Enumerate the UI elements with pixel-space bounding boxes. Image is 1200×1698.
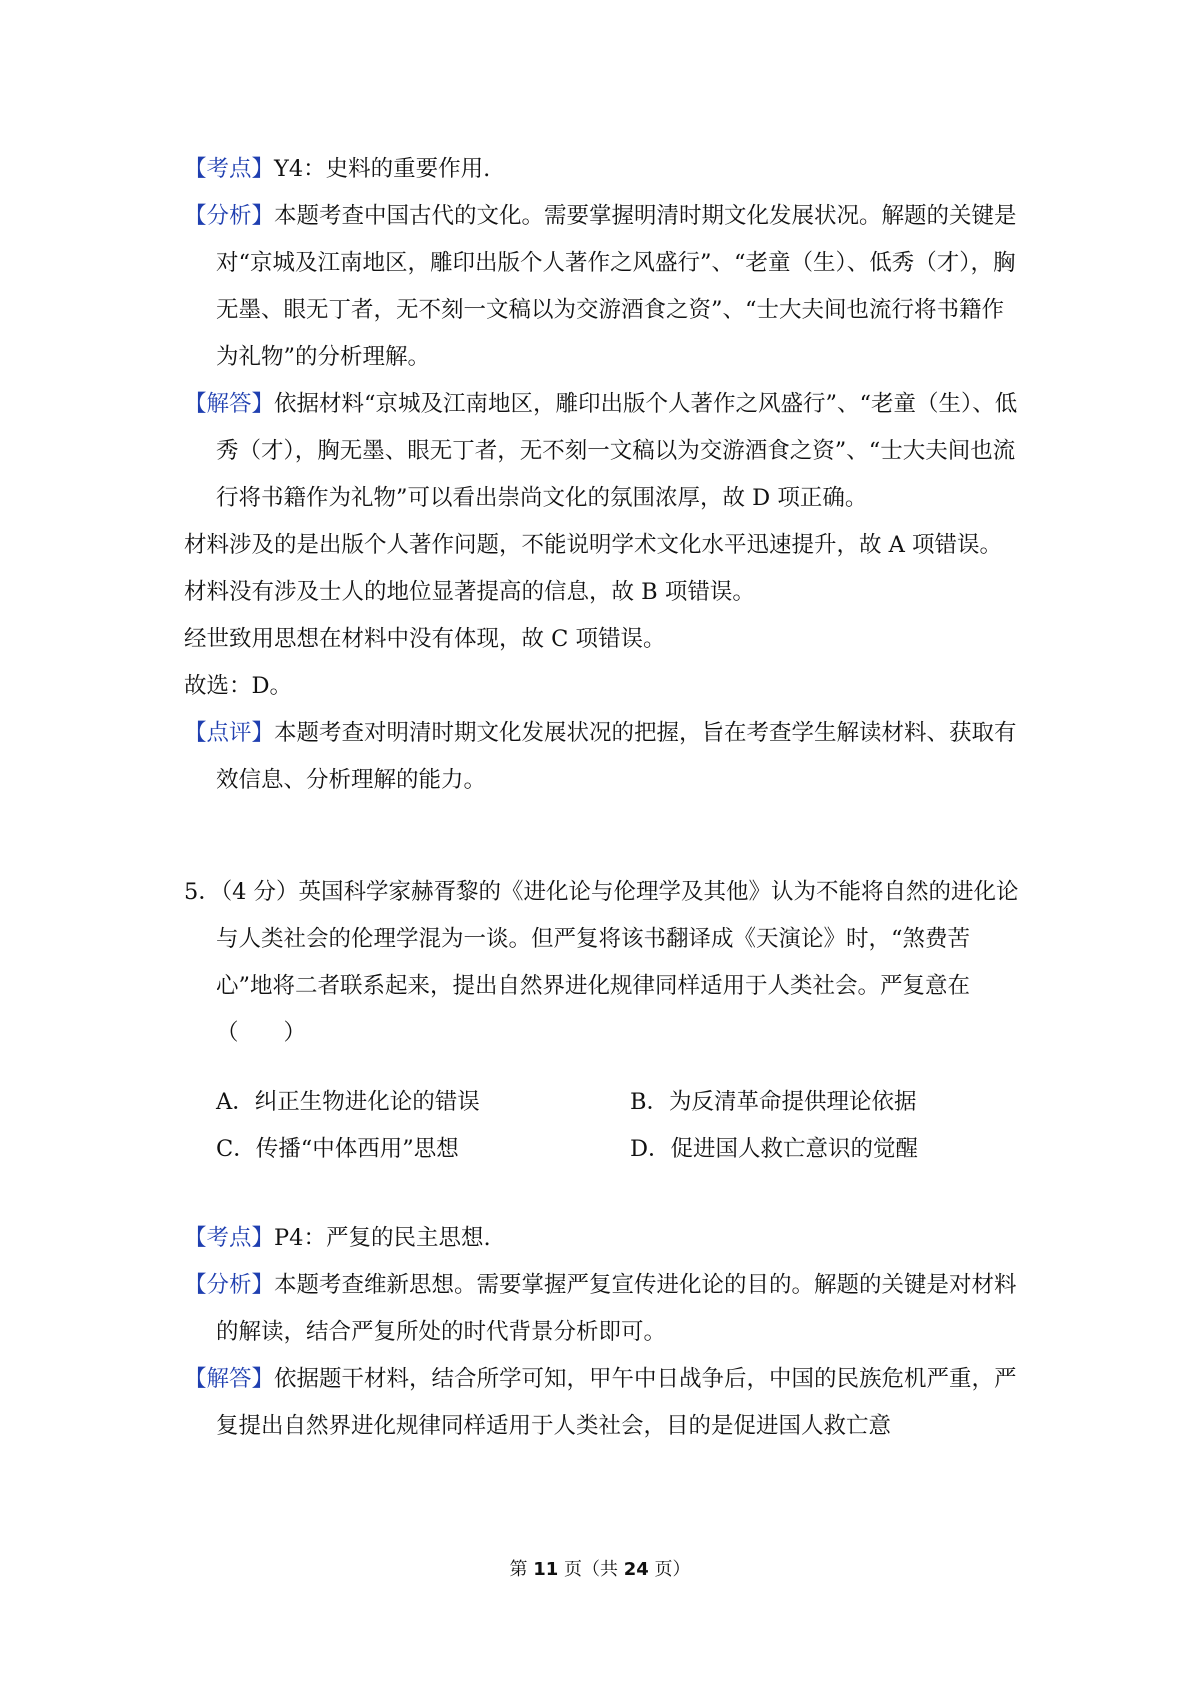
jieda-paragraph (184, 381, 1024, 522)
page-footer (0, 1555, 1200, 1581)
option-a: A．纠正生物进化论的错误 (216, 1089, 480, 1115)
jieda-label: 【解答】 (184, 391, 275, 417)
fenxi-paragraph (184, 193, 1024, 381)
dianping-label: 【点评】 (184, 720, 275, 746)
kaodian-label-2: 【考点】 (184, 1225, 275, 1251)
answer-line: 故选：D。 (184, 673, 293, 699)
question-5-stem: 5．（4 分）英国科学家赫胥黎的《进化论与伦理学及其他》认为不能将自然的进化论与人类社会的伦理学混为一谈。但严复将该书翻译成《天演论》时，“煞费苦心”地将二者联系起来，提出自然界进化规律同样适用于人类社会。严复意在（ ） (184, 878, 1019, 1046)
dianping-paragraph (184, 710, 1024, 804)
footer-prefix: 第 (509, 1559, 528, 1580)
page-content (184, 146, 1024, 1450)
dianping-text: 本题考查对明清时期文化发展状况的把握，旨在考查学生解读材料、获取有效信息、分析理解的能力。 (216, 720, 1017, 793)
fenxi-paragraph-2 (184, 1262, 1024, 1356)
fenxi-text: 本题考查中国古代的文化。需要掌握明清时期文化发展状况。解题的关键是对“京城及江南地区，雕印出版个人著作之风盛行”、“老童（生）、低秀（才），胸无墨、眼无丁者，无不刻一文稿以为交游酒食之资”、“士大夫间也流行将书籍作为礼物”的分析理解。 (216, 203, 1017, 370)
option-c: C．传播“中体西用”思想 (216, 1136, 459, 1162)
kaodian-paragraph (184, 146, 1024, 193)
jieda-text-2: 依据题干材料，结合所学可知，甲午中日战争后，中国的民族危机严重，严复提出自然界进化规律同样适用于人类社会，目的是促进国人救亡意 (216, 1366, 1017, 1439)
footer-middle: 页（共 (564, 1559, 618, 1580)
fenxi-text-2: 本题考查维新思想。需要掌握严复宣传进化论的目的。解题的关键是对材料的解读，结合严复所处的时代背景分析即可。 (216, 1272, 1017, 1345)
footer-total-pages: 24 (623, 1559, 649, 1580)
fenxi-label-2: 【分析】 (184, 1272, 275, 1298)
footer-suffix: 页） (654, 1559, 691, 1580)
explanation-line-c: 经世致用思想在材料中没有体现，故 C 项错误。 (184, 626, 666, 652)
option-d: D．促进国人救亡意识的觉醒 (630, 1136, 919, 1162)
kaodian-label: 【考点】 (184, 156, 275, 182)
explanation-line-b: 材料没有涉及士人的地位显著提高的信息，故 B 项错误。 (184, 579, 755, 605)
spacer (184, 804, 1024, 846)
explanation-line-a: 材料涉及的是出版个人著作问题，不能说明学术文化水平迅速提升，故 A 项错误。 (184, 532, 1003, 558)
kaodian-text-2: P4：严复的民主思想. (274, 1225, 491, 1251)
jieda-paragraph-2 (184, 1356, 1024, 1450)
kaodian-paragraph-2 (184, 1215, 1024, 1262)
jieda-text: 依据材料“京城及江南地区，雕印出版个人著作之风盛行”、“老童（生）、低秀（才），胸无墨、眼无丁者，无不刻一文稿以为交游酒食之资”、“士大夫间也流行将书籍作为礼物”可以看出崇尚文化的氛围浓厚，故 D 项正确。 (216, 391, 1018, 511)
footer-page-number: 11 (533, 1559, 559, 1580)
question-5-options (184, 1079, 1024, 1173)
fenxi-label: 【分析】 (184, 203, 275, 229)
kaodian-text: Y4：史料的重要作用. (274, 156, 491, 182)
jieda-label-2: 【解答】 (184, 1366, 275, 1392)
spacer (184, 1173, 1024, 1215)
option-b: B．为反清革命提供理论依据 (630, 1089, 917, 1115)
